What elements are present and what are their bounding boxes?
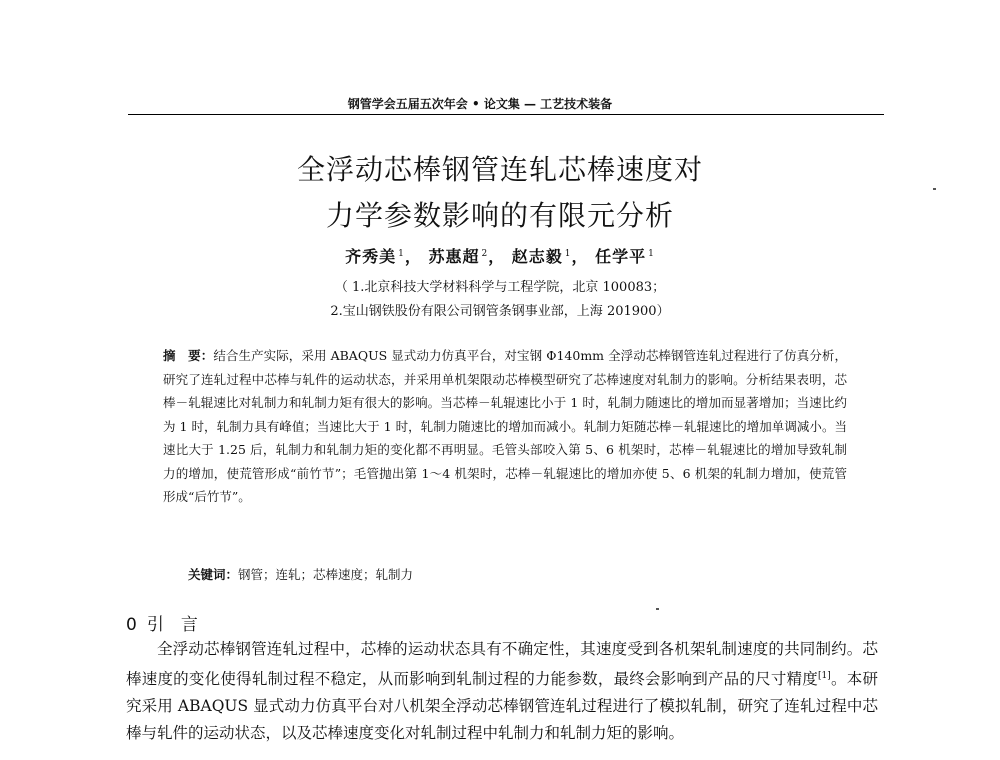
scan-speck <box>933 188 936 190</box>
author-name: 任学平 <box>595 247 647 266</box>
author-list: 齐秀美 $^1$， 苏惠超 $^2$， 赵志毅 $^1$， 任学平 $^1$ <box>345 247 655 266</box>
section-title: 引 言 <box>146 615 198 635</box>
author-name: 齐秀美 <box>345 247 397 266</box>
affiliation-1: （ 1.北京科技大学材料科学与工程学院，北京 100083； <box>334 280 666 295</box>
author-affiliation-mark: 1 <box>564 248 572 259</box>
section-number: 0 <box>126 615 137 635</box>
keywords <box>188 565 413 583</box>
scan-speck <box>656 608 659 610</box>
header-rule <box>128 114 884 115</box>
abstract-label: 摘 要： <box>163 348 214 363</box>
introduction-paragraph <box>126 636 878 747</box>
author-name: 赵志毅 <box>511 247 563 266</box>
citation-reference: [1] <box>818 671 831 681</box>
section-heading <box>126 610 198 635</box>
abstract <box>163 344 847 509</box>
affiliation-2: 2.宝山钢铁股份有限公司钢管条钢事业部，上海 201900） <box>330 304 670 319</box>
abstract-text: 结合生产实际，采用 ABAQUS 显式动力仿真平台，对宝钢 Φ140mm 全浮动芯棒钢管连轧过程进行了仿真分析，研究了连轧过程中芯棒与轧件的运动状态，并采用单机架限动芯棒模型研究了芯棒速度对轧制力的影响。分析结果表明，芯棒－轧辊速比对轧制力和轧制力矩有很大的影响。当芯棒－轧辊速比小于 1 时，轧制力随速比的增加而显著增加；当速比约为 1 时，轧制力具有峰值；当速比大于 1 时，轧制力随速比的增加而减小。轧制力矩随芯棒－轧辊速比的增加单调减小。当速比大于 1.25 后，轧制力和轧制力矩的变化都不再明显。毛管头部咬入第 5、6 机架时，芯棒－轧辊速比的增加导致轧制力的增加，使荒管形成“前竹节”；毛管抛出第 1～4 机架时，芯棒－轧辊速比的增加亦使 5、6 机架的轧制力增加，使荒管形成“后竹节”。 <box>163 348 847 504</box>
keywords-label: 关键词： <box>188 567 239 582</box>
paper-title-line-1: 全浮动芯棒钢管连轧芯棒速度对 <box>296 153 703 186</box>
author-affiliation-mark: 2 <box>481 248 489 259</box>
author-affiliation-mark: 1 <box>648 248 655 259</box>
intro-text-part-2: 。本研究采用 ABAQUS 显式动力仿真平台对八机架全浮动芯棒钢管连轧过程进行了模拟轧制，研究了连轧过程中芯棒与轧件的运动状态，以及芯棒速度变化对轧制过程中轧制力和轧制力矩的影响。 <box>126 670 878 743</box>
keywords-text: 钢管；连轧；芯棒速度；轧制力 <box>238 567 414 582</box>
author-name: 苏惠超 <box>428 247 480 266</box>
author-affiliation-mark: 1 <box>398 248 405 259</box>
paper-title-line-2: 力学参数影响的有限元分析 <box>325 199 674 232</box>
intro-text-part-1: 全浮动芯棒钢管连轧过程中，芯棒的运动状态具有不确定性，其速度受到各机架轧制速度的共同制约。芯棒速度的变化使得轧制过程不稳定，从而影响到轧制过程的力能参数，最终会影响到产品的尺寸精度 <box>126 640 878 689</box>
running-header: 钢管学会五届五次年会 • 论文集 — 工艺技术装备 <box>347 97 613 111</box>
